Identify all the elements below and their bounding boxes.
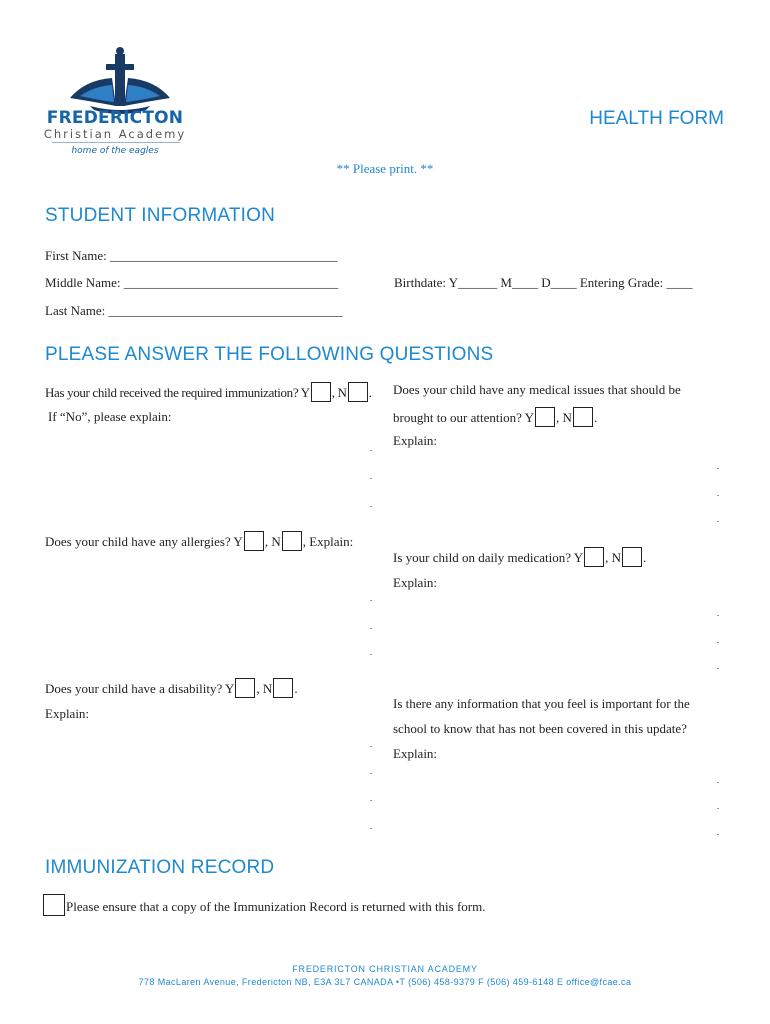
medical-issues-question-text: brought to our attention? Y <box>393 410 535 425</box>
footer-school-name: FREDERICTON CHRISTIAN ACADEMY <box>292 964 478 974</box>
writing-area-dot <box>717 468 719 469</box>
medical-issues-yes-checkbox[interactable] <box>535 407 555 427</box>
questions-heading: PLEASE ANSWER THE FOLLOWING QUESTIONS <box>45 344 494 365</box>
logo-tagline: home of the eagles <box>71 146 159 156</box>
if-no-explain-label: If “No”, please explain: <box>48 409 172 424</box>
comma: , <box>264 534 269 549</box>
writing-area-dot <box>717 668 719 669</box>
other-info-question-line2: school to know that has not been covered in this update? <box>393 721 687 736</box>
logo-subtitle: Christian Academy <box>43 127 187 141</box>
writing-area-dot <box>370 600 372 601</box>
writing-area-dot <box>370 450 372 451</box>
writing-area-dot <box>370 478 372 479</box>
writing-area-dot <box>717 782 719 783</box>
immunization-question-text: Has your child received the required immunization? Y <box>45 385 310 400</box>
daily-medication-question-text: Is your child on daily medication? Y <box>393 550 584 565</box>
period: . <box>368 385 372 400</box>
last-name-field[interactable]: Last Name: ____________________________________ <box>45 303 343 318</box>
writing-area-dot <box>370 746 372 747</box>
n-label: N <box>262 681 273 696</box>
daily-medication-question <box>393 547 646 567</box>
writing-area-dot <box>717 615 719 616</box>
allergies-yes-checkbox[interactable] <box>244 531 264 551</box>
comma: , <box>256 681 260 696</box>
medical-issues-explain-label: Explain: <box>393 433 438 448</box>
n-label: N <box>611 550 622 565</box>
disability-question <box>45 678 298 698</box>
disability-no-checkbox[interactable] <box>273 678 293 698</box>
allergies-question <box>45 531 353 551</box>
middle-name-field[interactable]: Middle Name: _________________________________ <box>45 275 339 290</box>
n-label: N <box>562 410 572 425</box>
daily-medication-explain-label: Explain: <box>393 575 438 590</box>
writing-area-dot <box>370 800 372 801</box>
first-name-field[interactable]: First Name: ___________________________________ <box>45 248 338 263</box>
medical-issues-question <box>393 407 597 427</box>
student-info-heading: STUDENT INFORMATION <box>45 205 276 226</box>
writing-area-dot <box>370 773 372 774</box>
period: . <box>643 550 647 565</box>
writing-area-dot <box>717 834 719 835</box>
n-label: N <box>337 385 347 400</box>
writing-area-dot <box>370 506 372 507</box>
writing-area-dot <box>370 828 372 829</box>
allergies-question-text: Does your child have any allergies? Y <box>45 534 243 549</box>
immunization-record-note-text: Please ensure that a copy of the Immunization Record is returned with this form. <box>66 899 486 914</box>
medical-issues-no-checkbox[interactable] <box>573 407 593 427</box>
immunization-record-note <box>42 894 486 916</box>
writing-area-dot <box>717 521 719 522</box>
writing-area-dot <box>370 654 372 655</box>
disability-explain-label: Explain: <box>45 706 90 721</box>
logo-wordmark: FREDERICTON <box>46 108 184 128</box>
footer-contact: 778 MacLaren Avenue, Fredericton NB, E3A 3L7 CANADA •T (506) 458-9379 F (506) 459-6148 E office@fcae.ca <box>138 977 632 987</box>
eagle-emblem-icon <box>70 47 170 114</box>
allergies-explain-label: Explain: <box>309 534 354 549</box>
writing-area-dot <box>717 642 719 643</box>
disability-question-text: Does your child have a disability? Y <box>45 681 235 696</box>
disability-yes-checkbox[interactable] <box>235 678 255 698</box>
print-note: ** Please print. ** <box>336 161 434 176</box>
immunization-yes-checkbox[interactable] <box>311 382 331 402</box>
immunization-record-heading: IMMUNIZATION RECORD <box>45 857 275 878</box>
period: . <box>593 410 598 425</box>
comma: , <box>556 410 560 425</box>
period: . <box>294 681 298 696</box>
n-label: N <box>271 534 281 549</box>
immunization-question <box>45 382 371 402</box>
comma: , <box>331 385 335 400</box>
other-info-question-line1: Is there any information that you feel is important for the <box>393 696 690 711</box>
allergies-no-checkbox[interactable] <box>282 531 302 551</box>
writing-area-dot <box>717 495 719 496</box>
medical-issues-question-line1: Does your child have any medical issues that should be <box>393 382 681 397</box>
daily-medication-no-checkbox[interactable] <box>622 547 642 567</box>
comma: , <box>302 534 306 549</box>
writing-area-dot <box>717 808 719 809</box>
daily-medication-yes-checkbox[interactable] <box>584 547 604 567</box>
immunization-record-checkbox[interactable] <box>43 894 65 916</box>
other-info-explain-label: Explain: <box>393 746 438 761</box>
immunization-no-checkbox[interactable] <box>348 382 368 402</box>
birthdate-grade-field[interactable]: Birthdate: Y______ M____ D____ Entering Grade: ____ <box>394 275 693 290</box>
comma: , <box>605 550 609 565</box>
writing-area-dot <box>370 628 372 629</box>
logo-divider <box>52 142 180 143</box>
form-title: HEALTH FORM <box>589 108 724 129</box>
